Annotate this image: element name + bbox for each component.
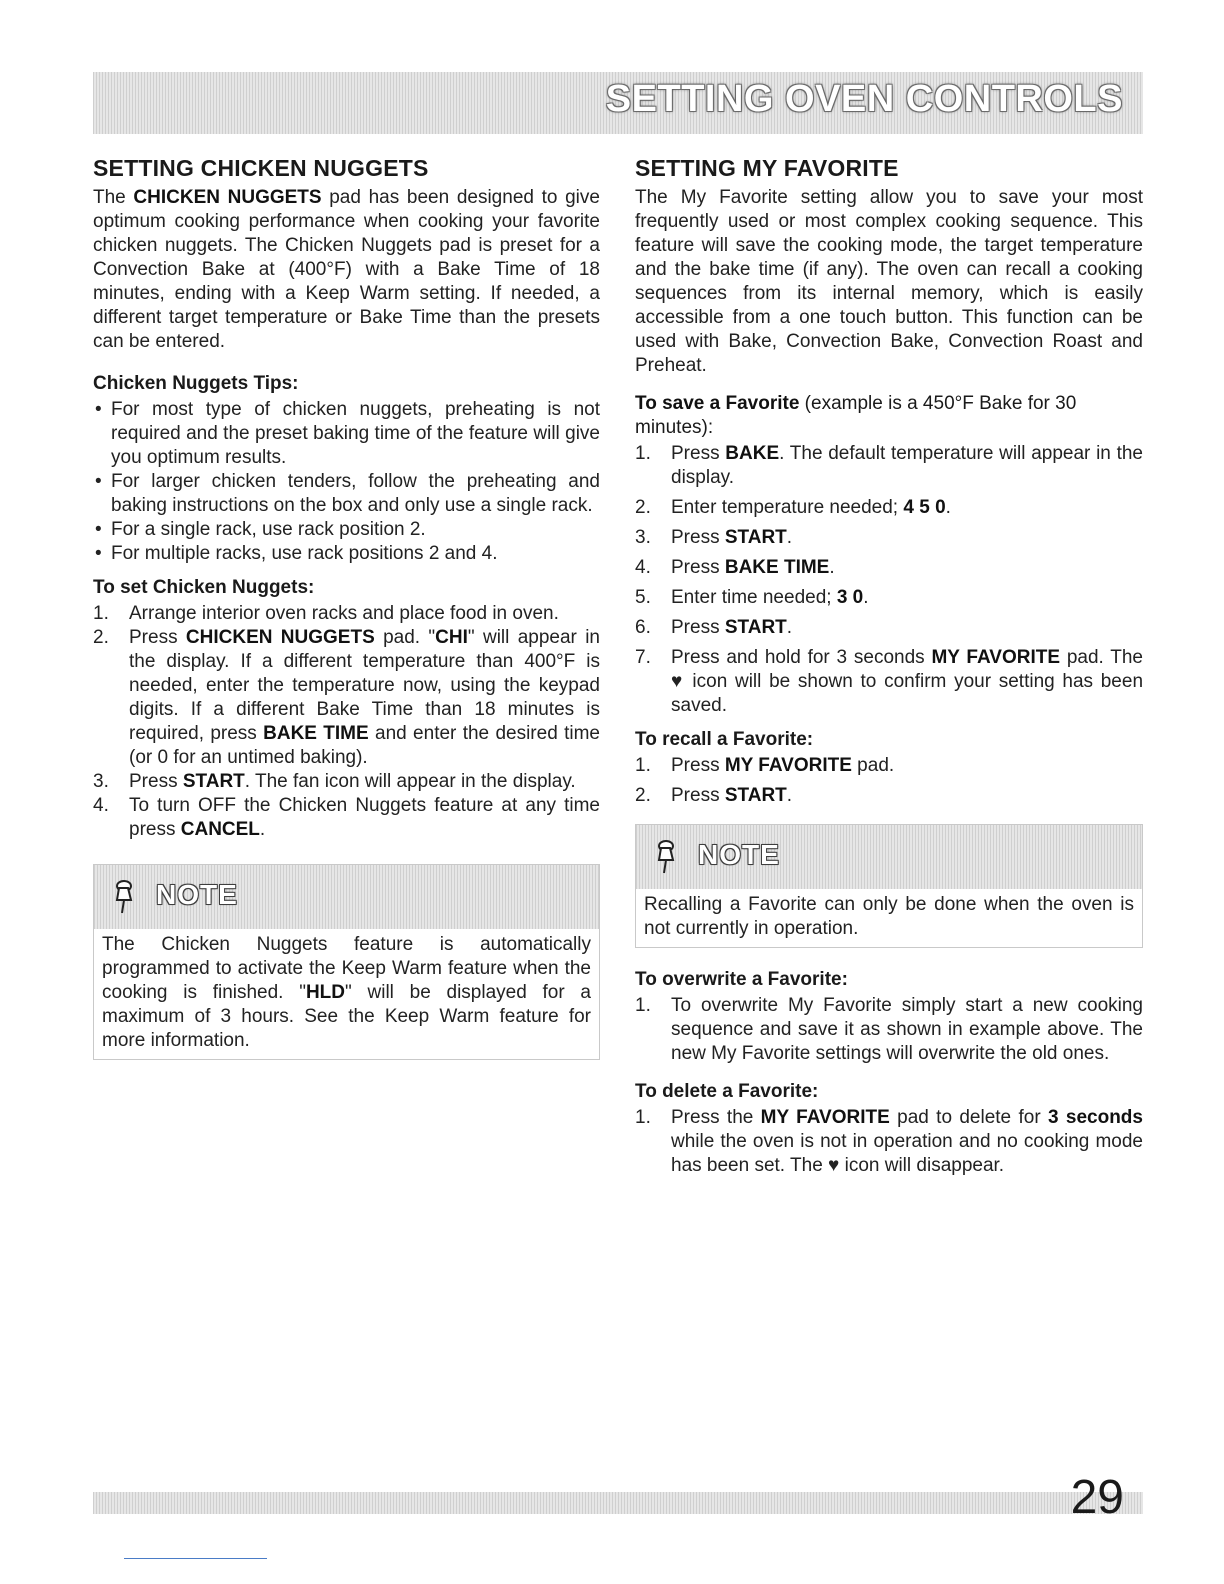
list-item: 2. Press CHICKEN NUGGETS pad. "CHI" will appear in the display. If a different temperature than 400°F is needed, enter the temperature now, using the keypad digits. If a different Bake Time than 18 minutes is required, press BAKE TIME and enter the desired time (or 0 for an untimed baking).	[93, 627, 600, 768]
note-text: The Chicken Nuggets feature is automatically programmed to activate the Keep Warm feature when the cooking is finished. "HLD" will be displayed for a maximum of 3 hours. See the Keep Warm feature for more information.	[102, 934, 591, 1051]
list-item: 3. Press START.	[635, 527, 793, 548]
set-nuggets-title: To set Chicken Nuggets:	[93, 577, 315, 598]
note-box	[93, 864, 600, 1060]
delete-favorite-title: To delete a Favorite:	[635, 1081, 819, 1102]
left-column	[93, 155, 600, 1060]
pushpin-icon	[652, 839, 678, 875]
list-item: 5. Enter time needed; 3 0.	[635, 587, 869, 608]
recall-favorite-title: To recall a Favorite:	[635, 729, 814, 750]
right-column	[635, 155, 1143, 1184]
heart-icon: ♥	[671, 671, 685, 692]
recall-favorite-steps	[635, 754, 1143, 808]
note-label: NOTE	[698, 839, 780, 870]
note-header	[94, 865, 599, 929]
save-favorite-steps	[635, 442, 1143, 718]
note-text: Recalling a Favorite can only be done when the oven is not currently in operation.	[644, 894, 1134, 939]
my-favorite-title: SETTING MY FAVORITE	[635, 155, 899, 181]
chicken-nuggets-intro: The CHICKEN NUGGETS pad has been designed to give optimum cooking performance when cooking your favorite chicken nuggets. The Chicken Nuggets pad is preset for a Convection Bake at (400°F) with a Bake Time of 18 minutes, ending with a Keep Warm setting. If needed, a different target temperature or Bake Time than the presets can be entered.	[93, 187, 600, 352]
heart-icon: ♥	[828, 1155, 840, 1176]
list-item: 1. To overwrite My Favorite simply start a new cooking sequence and save it as shown in example above. The new My Favorite settings will overwrite the old ones.	[635, 995, 1143, 1064]
section-header-title: SETTING OVEN CONTROLS	[605, 78, 1123, 120]
note-box	[635, 824, 1143, 948]
list-item: 4. Press BAKE TIME.	[635, 557, 835, 578]
tips-title: Chicken Nuggets Tips:	[93, 373, 299, 394]
list-item: 3. Press START. The fan icon will appear in the display.	[93, 771, 576, 792]
list-item: 1. Press the MY FAVORITE pad to delete for 3 seconds while the oven is not in operation and no cooking mode has been set. The ♥ icon will disappear.	[635, 1107, 1143, 1176]
pushpin-icon	[110, 879, 136, 915]
list-item: • For multiple racks, use rack positions 2 and 4.	[93, 542, 600, 566]
list-item: 1. Arrange interior oven racks and place food in oven.	[93, 603, 559, 624]
my-favorite-intro: The My Favorite setting allow you to save your most frequently used or most complex cooking sequence. This feature will save the cooking mode, the target temperature and the bake time (if any). The oven can recall a cooking sequences from its internal memory, which is easily accessible from a one touch button. This function can be used with Bake, Convection Bake, Convection Roast and Preheat.	[635, 187, 1143, 376]
list-item: 4. To turn OFF the Chicken Nuggets feature at any time press CANCEL.	[93, 795, 600, 840]
set-nuggets-steps	[93, 602, 600, 842]
list-item: • For a single rack, use rack position 2.	[93, 518, 600, 542]
note-header	[636, 825, 1142, 889]
list-item: 2. Enter temperature needed; 4 5 0.	[635, 497, 951, 518]
list-item: • For most type of chicken nuggets, preheating is not required and the preset baking time of the feature will give you optimum results.	[93, 398, 600, 470]
chicken-nuggets-title: SETTING CHICKEN NUGGETS	[93, 155, 429, 181]
header-band	[93, 72, 1143, 134]
note-label: NOTE	[156, 879, 238, 910]
overwrite-favorite-steps	[635, 994, 1143, 1066]
list-item: 7. Press and hold for 3 seconds MY FAVORITE pad. The ♥ icon will be shown to confirm your setting has been saved.	[635, 647, 1144, 716]
page-number: 29	[1070, 1471, 1124, 1524]
overwrite-favorite-title: To overwrite a Favorite:	[635, 969, 848, 990]
list-item: 2. Press START.	[635, 785, 793, 806]
footer-divider	[124, 1558, 267, 1559]
tips-list	[93, 398, 600, 566]
delete-favorite-steps	[635, 1106, 1143, 1178]
footer-band	[93, 1492, 1143, 1514]
list-item: 6. Press START.	[635, 617, 793, 638]
list-item: 1. Press BAKE. The default temperature will appear in the display.	[635, 443, 1143, 488]
save-favorite-title: To save a Favorite (example is a 450°F Bake for 30 minutes):	[635, 393, 1077, 438]
list-item: • For larger chicken tenders, follow the preheating and baking instructions on the box and only use a single rack.	[93, 470, 600, 518]
list-item: 1. Press MY FAVORITE pad.	[635, 755, 895, 776]
